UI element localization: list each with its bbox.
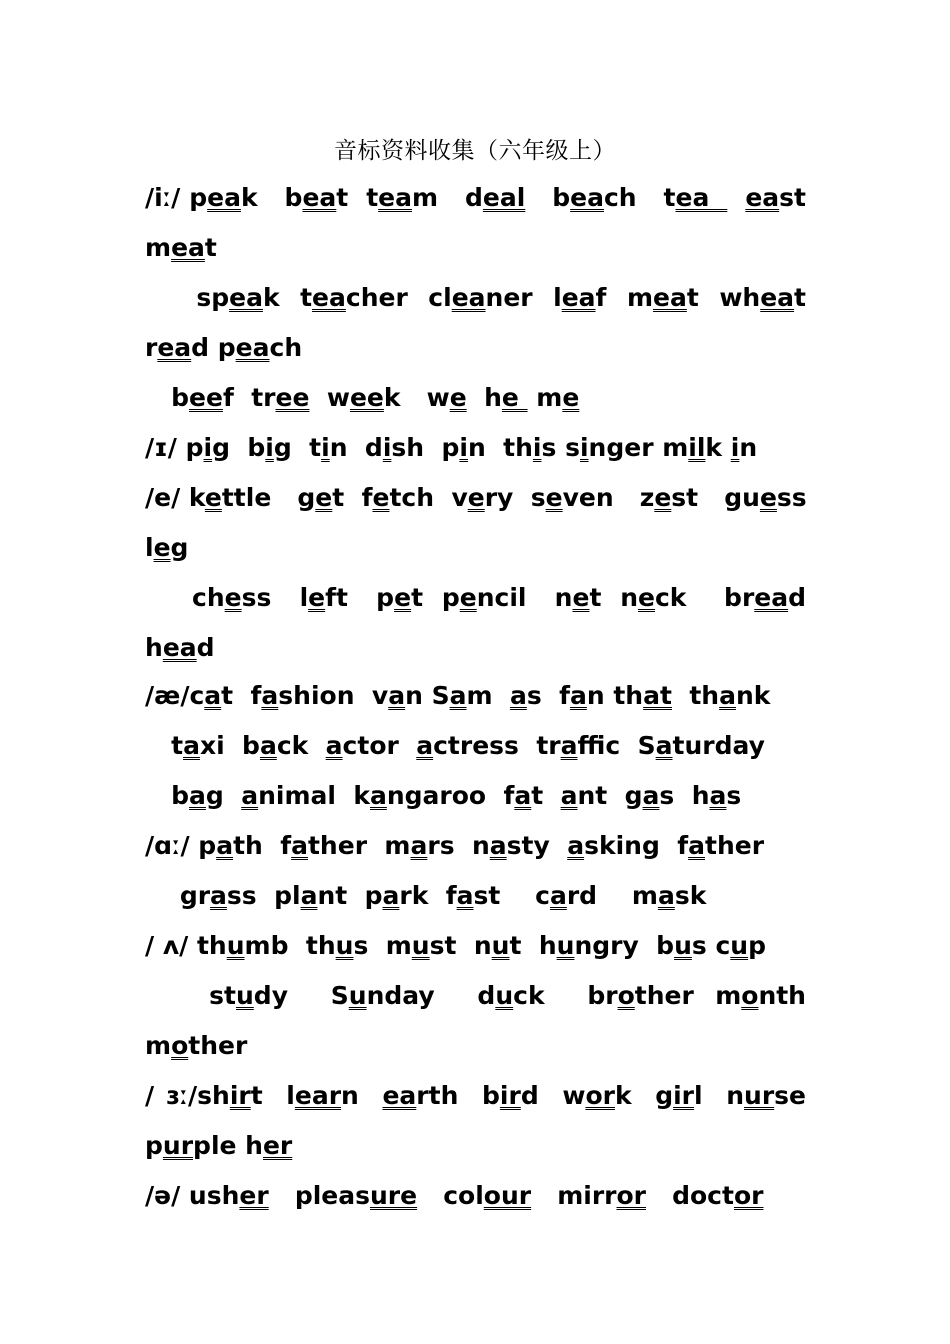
word-text: ck br	[654, 583, 755, 612]
word-text: ry s	[484, 483, 546, 512]
word-line	[145, 632, 215, 664]
word-text: t l	[250, 1081, 295, 1110]
word-line	[145, 332, 302, 364]
underlined-sound: a	[210, 881, 227, 910]
word-text: ffic S	[577, 731, 656, 760]
word-text: ch	[145, 583, 225, 612]
word-text: ss pl	[226, 881, 301, 910]
underlined-sound: ea	[157, 333, 192, 362]
underlined-sound: a	[216, 831, 234, 860]
underlined-sound: ir	[673, 1081, 695, 1110]
word-text: ctress tr	[433, 731, 561, 760]
word-text: nt g	[577, 781, 643, 810]
underlined-sound: ea	[171, 233, 205, 262]
underlined-sound: eal	[482, 183, 526, 212]
word-text: ck	[276, 731, 326, 760]
word-text: ner l	[485, 283, 562, 312]
underlined-sound: a	[241, 781, 259, 810]
underlined-sound: a	[560, 781, 578, 810]
word-text: b	[145, 383, 190, 412]
word-text: rs n	[427, 831, 490, 860]
word-line	[145, 282, 806, 314]
word-text: rk f	[399, 881, 457, 910]
word-text: ft p	[325, 583, 395, 612]
underlined-sound: e	[459, 583, 477, 612]
word-text: rd m	[566, 881, 658, 910]
underlined-sound: a	[449, 681, 467, 710]
underlined-sound: ir	[499, 1081, 521, 1110]
word-line	[145, 780, 741, 812]
word-line	[145, 432, 757, 464]
underlined-sound: e	[449, 383, 467, 412]
underlined-sound: ea	[451, 283, 486, 312]
underlined-sound: a	[560, 731, 578, 760]
word-text: st gu	[671, 483, 760, 512]
underlined-sound: a	[369, 781, 387, 810]
word-text: /e/ k	[145, 483, 205, 512]
word-text: rth b	[416, 1081, 500, 1110]
underlined-sound: i	[532, 433, 542, 462]
word-line	[145, 382, 579, 414]
underlined-sound: ea	[754, 583, 789, 612]
word-text: turday	[672, 731, 765, 760]
underlined-sound: er	[239, 1181, 269, 1210]
word-text: nday d	[366, 981, 496, 1010]
underlined-sound: ea	[382, 1081, 417, 1110]
underlined-sound: o	[171, 1031, 189, 1060]
underlined-sound: i	[203, 433, 213, 462]
underlined-sound: ea	[207, 183, 241, 212]
word-text: g	[170, 533, 189, 562]
word-text: t f	[221, 681, 262, 710]
underlined-sound: e	[638, 583, 655, 612]
underlined-sound: u	[411, 931, 430, 960]
word-text: g t	[273, 433, 322, 462]
underlined-sound: u	[335, 931, 354, 960]
underlined-sound: a	[509, 681, 527, 710]
underlined-sound: a	[657, 881, 675, 910]
underlined-sound: a	[416, 731, 434, 760]
underlined-sound: or	[616, 1181, 646, 1210]
underlined-sound: o	[741, 981, 759, 1010]
underlined-sound: u	[674, 931, 692, 960]
word-text: nimal k	[258, 781, 370, 810]
underlined-sound: or	[733, 1181, 764, 1210]
word-text: ch	[269, 333, 303, 362]
word-text: m	[527, 383, 563, 412]
underlined-sound: i	[321, 433, 330, 462]
word-text: k	[705, 433, 731, 462]
underlined-sound: a	[183, 731, 200, 760]
underlined-sound: a	[567, 831, 585, 860]
word-text: t wh	[686, 283, 761, 312]
word-text: s h	[659, 781, 710, 810]
word-text: nt p	[317, 881, 383, 910]
underlined-sound: e	[562, 383, 580, 412]
underlined-sound: ea	[570, 183, 604, 212]
underlined-sound: a	[709, 781, 727, 810]
word-text: s m	[353, 931, 412, 960]
underlined-sound: e	[759, 483, 777, 512]
underlined-sound: i	[459, 433, 468, 462]
word-text: shion v	[278, 681, 389, 710]
underlined-sound: ea	[162, 633, 197, 662]
word-text: t f	[332, 483, 373, 512]
word-text: n	[739, 433, 758, 462]
word-line	[145, 980, 806, 1012]
word-text: doct	[646, 1181, 734, 1210]
underlined-sound: a	[388, 681, 406, 710]
underlined-sound: a	[549, 881, 567, 910]
word-line	[145, 830, 764, 862]
word-text: st	[145, 981, 236, 1010]
word-text: n S	[405, 681, 450, 710]
word-text: ttle g	[221, 483, 316, 512]
underlined-sound: e	[315, 483, 333, 512]
word-text: ctor	[342, 731, 417, 760]
word-text: ngry b	[574, 931, 675, 960]
word-line	[145, 930, 766, 962]
underlined-sound: our	[483, 1181, 532, 1210]
word-text: /ə/ ush	[145, 1181, 240, 1210]
underlined-sound: a	[489, 831, 507, 860]
word-text: ther	[188, 1031, 248, 1060]
word-line	[145, 1130, 292, 1162]
word-text: mirr	[531, 1181, 617, 1210]
underlined-sound: ea	[312, 283, 346, 312]
word-text: d	[196, 633, 215, 662]
word-text: n th	[467, 433, 533, 462]
word-text: ngaroo f	[386, 781, 515, 810]
underlined-sound: e	[204, 483, 222, 512]
word-text: / ʌ/ th	[145, 931, 227, 960]
word-text: k t	[262, 283, 313, 312]
word-text: k w	[383, 383, 450, 412]
underlined-sound: a	[189, 781, 206, 810]
underlined-sound: e	[501, 383, 528, 412]
word-line	[145, 1080, 806, 1112]
underlined-sound: a	[655, 731, 673, 760]
word-text: th	[671, 681, 720, 710]
underlined-sound: a	[569, 681, 587, 710]
underlined-sound: e	[308, 583, 326, 612]
underlined-sound: u	[348, 981, 367, 1010]
underlined-sound: a	[291, 831, 308, 860]
word-text: sk	[674, 881, 707, 910]
underlined-sound: e	[372, 483, 390, 512]
word-text: sp	[145, 283, 230, 312]
word-line	[145, 182, 806, 214]
word-text: ch t	[603, 183, 676, 212]
word-text: ther	[705, 831, 765, 860]
word-line	[145, 482, 806, 514]
underlined-sound: a	[410, 831, 428, 860]
word-text: gr	[145, 881, 211, 910]
word-text: p	[145, 1131, 163, 1160]
underlined-sound: a	[300, 881, 318, 910]
word-text: k b	[240, 183, 303, 212]
underlined-sound: u	[235, 981, 254, 1010]
underlined-sound: ur	[744, 1081, 775, 1110]
word-text: sty	[506, 831, 568, 860]
underlined-sound: ure	[370, 1181, 418, 1210]
word-text: d p	[191, 333, 236, 362]
word-text: h	[145, 633, 163, 662]
word-text: t	[531, 781, 561, 810]
word-text: t	[204, 233, 217, 262]
word-text: tch v	[389, 483, 468, 512]
underlined-sound: ea	[235, 333, 270, 362]
underlined-sound: ear	[294, 1081, 342, 1110]
word-text: ther m	[634, 981, 742, 1010]
word-line	[145, 532, 188, 564]
word-text: s	[726, 781, 742, 810]
word-line	[145, 880, 706, 912]
underlined-sound: u	[491, 931, 510, 960]
word-text: ven z	[562, 483, 655, 512]
underlined-sound: u	[495, 981, 514, 1010]
word-text: b	[525, 183, 571, 212]
word-text: n	[341, 1081, 383, 1110]
word-text: r	[145, 333, 158, 362]
page-title: 音标资料收集（六年级上）	[334, 138, 616, 164]
underlined-sound: u	[556, 931, 575, 960]
underlined-sound: a	[261, 681, 279, 710]
word-text: pleas	[268, 1181, 370, 1210]
word-text: t p	[411, 583, 460, 612]
word-text: /ɪ/ p	[145, 433, 204, 462]
word-text: n th	[586, 681, 644, 710]
underlined-sound: ee	[349, 383, 384, 412]
underlined-sound: a	[325, 731, 343, 760]
word-text: st n	[429, 931, 492, 960]
underlined-sound: a	[382, 881, 400, 910]
word-text: ss l	[241, 583, 309, 612]
underlined-sound: i	[730, 433, 740, 462]
word-text: /ɑː/ p	[145, 831, 217, 860]
underlined-sound: or	[585, 1081, 615, 1110]
underlined-sound: e	[467, 483, 485, 512]
word-text: k g	[614, 1081, 674, 1110]
word-text: st	[779, 183, 806, 212]
word-text: mb th	[244, 931, 336, 960]
underlined-sound: e	[224, 583, 242, 612]
underlined-sound: ea	[378, 183, 412, 212]
word-text: t	[145, 731, 184, 760]
word-text: l n	[694, 1081, 745, 1110]
underlined-sound: il	[688, 433, 706, 462]
word-text: p	[748, 931, 766, 960]
underlined-sound: u	[226, 931, 245, 960]
word-text: /æ/c	[145, 681, 205, 710]
underlined-sound: ea	[561, 283, 596, 312]
underlined-sound: a	[719, 681, 736, 710]
word-text: sking f	[584, 831, 689, 860]
word-text: th f	[233, 831, 292, 860]
word-text: s c	[691, 931, 731, 960]
word-text: m	[145, 1031, 172, 1060]
underlined-sound: ea	[653, 283, 687, 312]
underlined-sound: i	[579, 433, 589, 462]
underlined-sound: ea	[302, 183, 337, 212]
word-text: f m	[595, 283, 654, 312]
word-text: f tr	[222, 383, 276, 412]
word-text	[727, 183, 745, 212]
word-line	[145, 680, 770, 712]
word-line	[145, 1030, 247, 1062]
word-text: ss	[776, 483, 807, 512]
word-text: b	[145, 781, 190, 810]
word-text: m d	[411, 183, 483, 212]
underlined-sound: o	[617, 981, 635, 1010]
word-text: ple h	[193, 1131, 263, 1160]
word-text: s f	[526, 681, 570, 710]
underlined-sound: ea	[760, 283, 795, 312]
word-text: n d	[329, 433, 383, 462]
underlined-sound: ea	[745, 183, 780, 212]
word-text: t	[794, 283, 806, 312]
underlined-sound: e	[545, 483, 563, 512]
word-line	[145, 232, 217, 264]
underlined-sound: i	[382, 433, 392, 462]
underlined-sound: ur	[162, 1131, 194, 1160]
word-text: m	[466, 681, 510, 710]
word-text: / ɜː/sh	[145, 1081, 230, 1110]
underlined-sound: a	[688, 831, 706, 860]
underlined-sound: a	[259, 731, 277, 760]
underlined-sound: ee	[189, 383, 223, 412]
underlined-sound: e	[153, 533, 171, 562]
underlined-sound: ea	[675, 183, 728, 212]
underlined-sound: ea	[229, 283, 263, 312]
word-text: cher cl	[345, 283, 452, 312]
word-text: ck br	[513, 981, 618, 1010]
word-text: w	[309, 383, 350, 412]
word-line	[145, 1180, 763, 1212]
underlined-sound: at	[643, 681, 672, 710]
word-text: g	[205, 781, 242, 810]
underlined-sound: a	[204, 681, 222, 710]
word-text: d w	[520, 1081, 586, 1110]
word-text: l	[145, 533, 154, 562]
underlined-sound: a	[642, 781, 660, 810]
underlined-sound: ee	[275, 383, 310, 412]
underlined-sound: i	[265, 433, 274, 462]
word-text: col	[417, 1181, 484, 1210]
word-text: g b	[212, 433, 266, 462]
word-text: h	[466, 383, 502, 412]
underlined-sound: u	[730, 931, 749, 960]
word-text: s s	[541, 433, 580, 462]
word-line	[145, 730, 765, 762]
word-text: xi b	[199, 731, 260, 760]
underlined-sound: a	[456, 881, 474, 910]
underlined-sound: e	[394, 583, 412, 612]
underlined-sound: e	[654, 483, 672, 512]
word-text: d	[788, 583, 807, 612]
underlined-sound: a	[514, 781, 532, 810]
word-text: t t	[336, 183, 379, 212]
word-text: dy S	[253, 981, 349, 1010]
word-text: se	[774, 1081, 806, 1110]
underlined-sound: e	[572, 583, 590, 612]
word-text: nk	[735, 681, 771, 710]
underlined-sound: ir	[229, 1081, 251, 1110]
word-text: t n	[589, 583, 639, 612]
word-text: t h	[509, 931, 557, 960]
word-text: nger m	[588, 433, 689, 462]
word-text: sh p	[391, 433, 460, 462]
word-text: m	[145, 233, 172, 262]
word-line	[145, 582, 806, 614]
word-text: nth	[758, 981, 806, 1010]
word-text: ncil n	[476, 583, 573, 612]
word-text: /iː/ p	[145, 183, 208, 212]
underlined-sound: er	[262, 1131, 293, 1160]
word-text: ther m	[307, 831, 411, 860]
word-text: st c	[473, 881, 550, 910]
